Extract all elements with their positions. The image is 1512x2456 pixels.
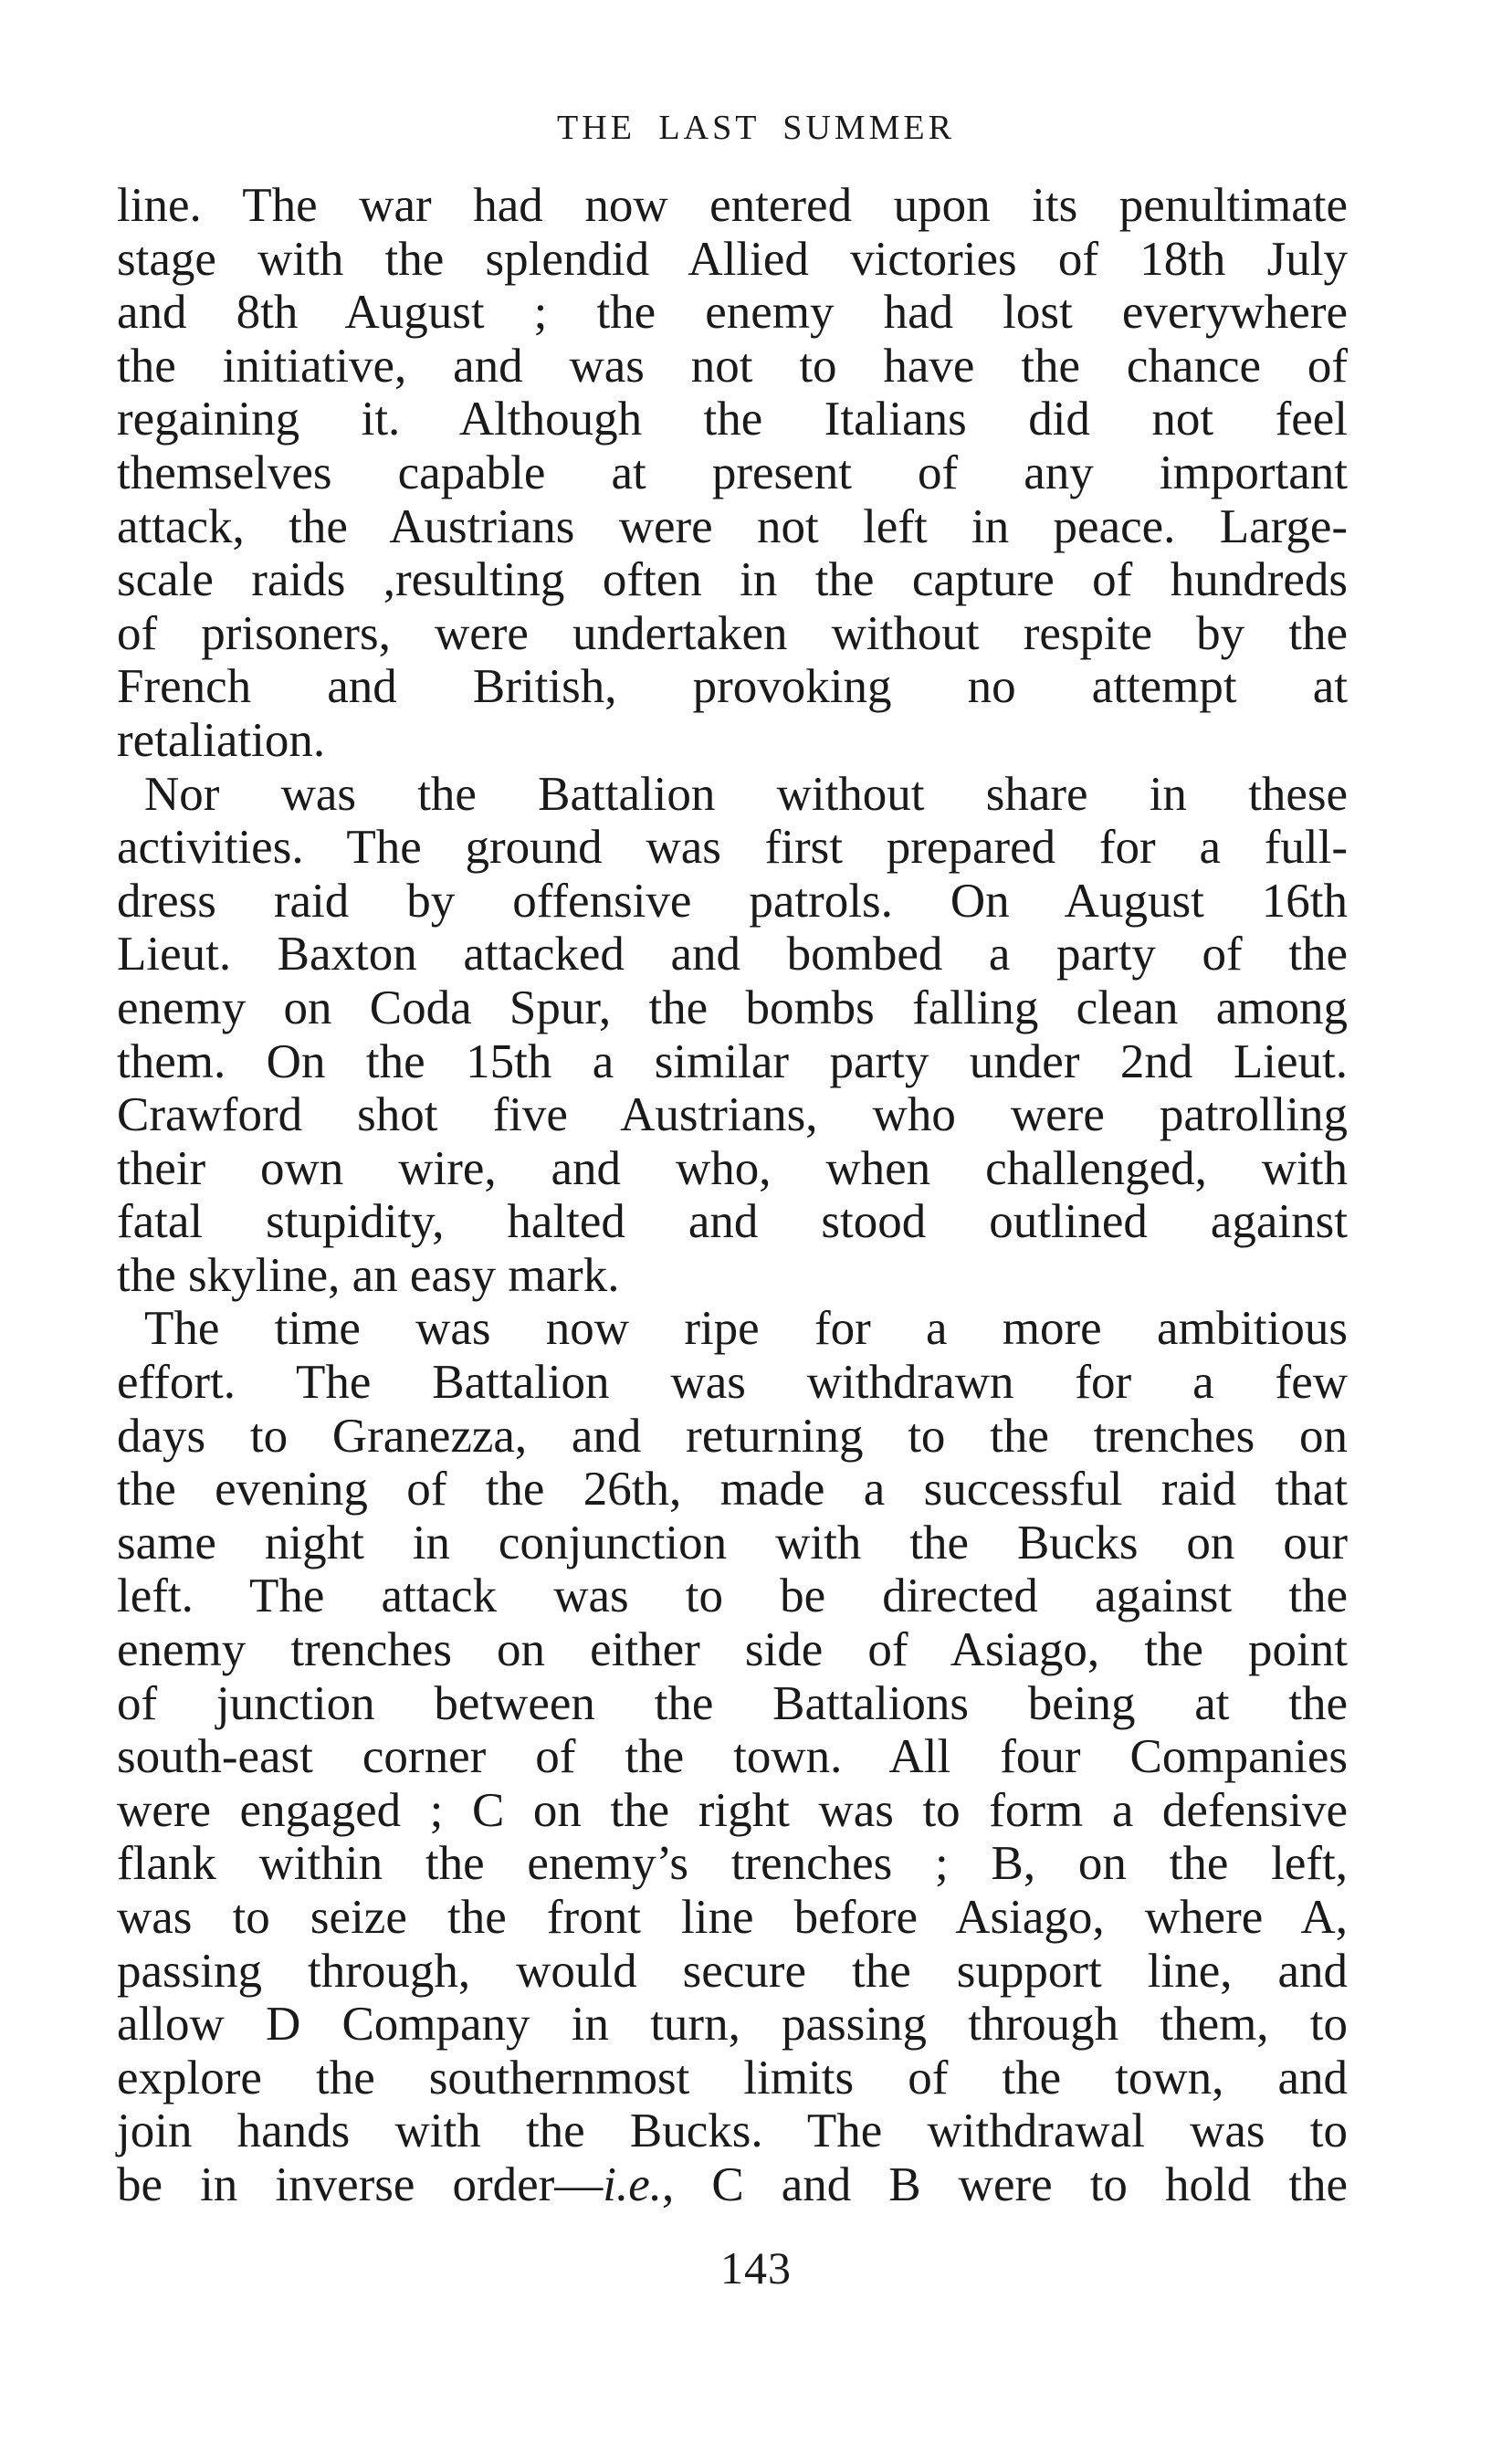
- page-number: 143: [720, 2242, 792, 2293]
- text-line: days to Granezza, and returning to the trenches on: [117, 1409, 1348, 1463]
- text-line: dress raid by offensive patrols. On August 16th: [117, 874, 1348, 928]
- text-line: stage with the splendid Allied victories of 18th July: [117, 232, 1348, 286]
- text-line: retaliation.: [117, 713, 326, 767]
- paragraph: [117, 768, 1348, 1303]
- text-line: The time was now ripe for a more ambitious: [144, 1302, 1348, 1356]
- running-head: THE LAST SUMMER: [557, 109, 955, 147]
- text-line: passing through, would secure the support line, and: [117, 1944, 1348, 1998]
- text-line: French and British, provoking no attempt at: [117, 660, 1348, 714]
- text-line: the initiative, and was not to have the chance of: [117, 339, 1348, 393]
- text-line: of junction between the Battalions being at the: [117, 1676, 1348, 1730]
- text-line: flank within the enemy’s trenches ; B, on the left,: [117, 1837, 1348, 1891]
- text-line: regaining it. Although the Italians did not feel: [117, 393, 1348, 446]
- text-line: were engaged ; C on the right was to form a defensive: [117, 1783, 1348, 1837]
- text-line: scale raids ,resulting often in the capture of hundreds: [117, 553, 1348, 607]
- text-line: allow D Company in turn, passing through them, to: [117, 1998, 1348, 2052]
- text-line: be in inverse order—i.e., C and B were to hold the: [117, 2157, 1348, 2211]
- text-line: and 8th August ; the enemy had lost everywhere: [117, 286, 1348, 340]
- text-line: fatal stupidity, halted and stood outlined against: [117, 1195, 1348, 1249]
- text-line: attack, the Austrians were not left in peace. Large-: [117, 499, 1348, 553]
- text-line: south-east corner of the town. All four Companies: [117, 1730, 1348, 1784]
- paragraph: [117, 179, 1348, 768]
- text-line: left. The attack was to be directed against the: [117, 1569, 1348, 1623]
- text-line: Lieut. Baxton attacked and bombed a party of the: [117, 928, 1348, 981]
- text-line: them. On the 15th a similar party under 2nd Lieut.: [117, 1034, 1348, 1088]
- text-line: join hands with the Bucks. The withdrawal was to: [117, 2104, 1348, 2158]
- paragraph: [117, 1302, 1348, 2211]
- text-line: their own wire, and who, when challenged, with: [117, 1141, 1348, 1195]
- body-text: [117, 179, 1348, 2212]
- text-line: effort. The Battalion was withdrawn for a few: [117, 1356, 1348, 1410]
- text-line: of prisoners, were undertaken without respite by the: [117, 606, 1348, 660]
- text-line: was to seize the front line before Asiago, where A,: [117, 1891, 1348, 1944]
- text-line: the evening of the 26th, made a successful raid that: [117, 1463, 1348, 1517]
- text-line: enemy trenches on either side of Asiago, the point: [117, 1623, 1348, 1677]
- text-line: same night in conjunction with the Bucks on our: [117, 1516, 1348, 1569]
- text-line: activities. The ground was first prepared for a full-: [117, 821, 1348, 875]
- text-line: explore the southernmost limits of the town, and: [117, 2051, 1348, 2104]
- text-line: the skyline, an easy mark.: [117, 1248, 620, 1302]
- text-line: themselves capable at present of any important: [117, 446, 1348, 499]
- text-line: line. The war had now entered upon its penultimate: [117, 179, 1348, 232]
- text-line: Crawford shot five Austrians, who were patrolling: [117, 1088, 1348, 1142]
- text-line: enemy on Coda Spur, the bombs falling clean among: [117, 981, 1348, 1034]
- text-line: Nor was the Battalion without share in these: [144, 767, 1348, 821]
